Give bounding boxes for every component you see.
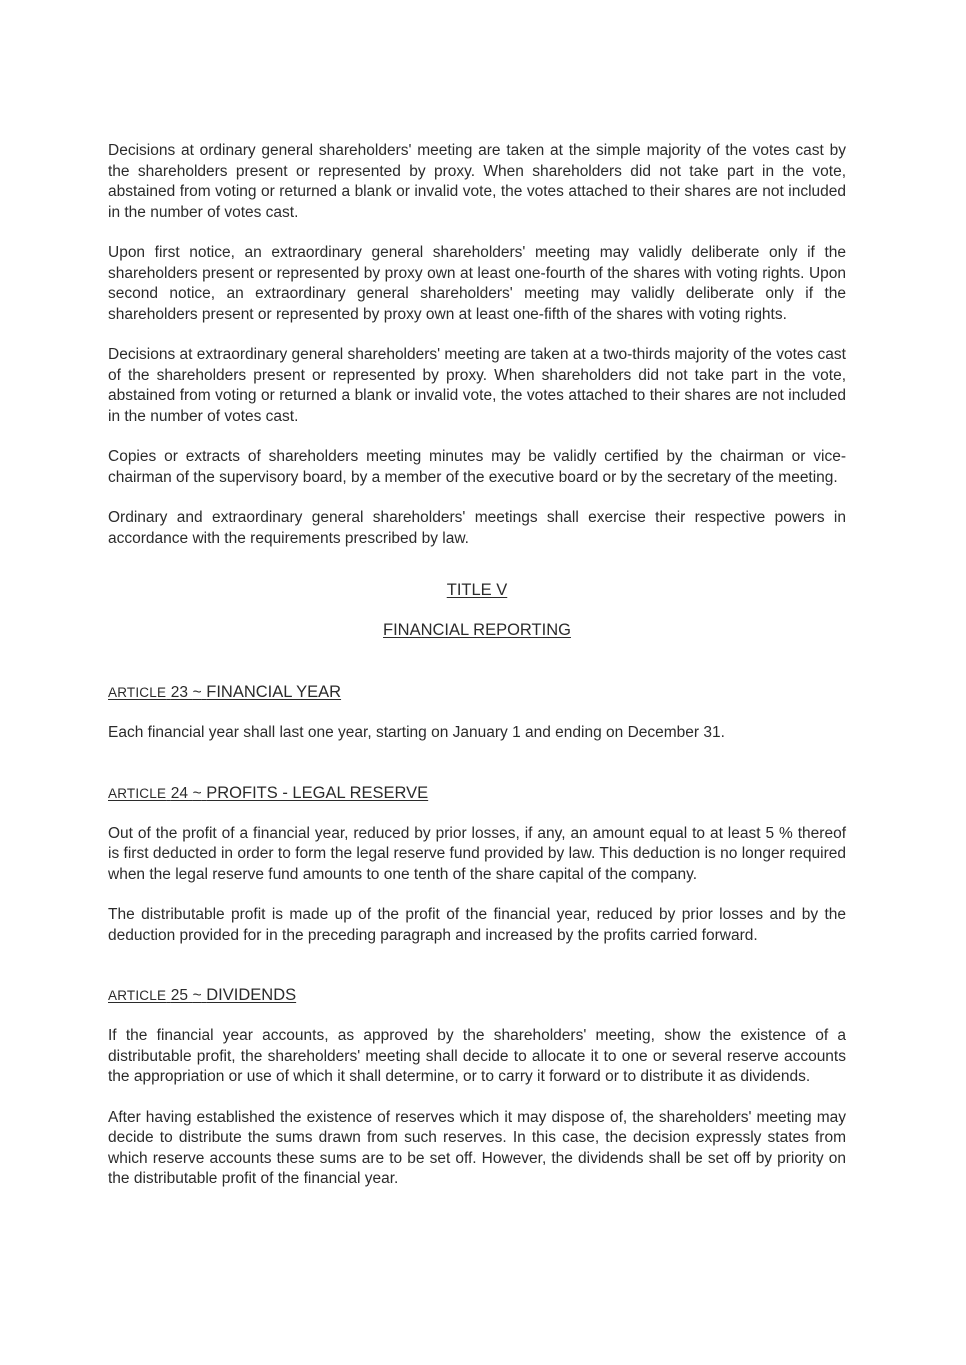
article-number: 23 bbox=[170, 684, 189, 701]
article-24-heading bbox=[108, 782, 846, 805]
paragraph-minutes-certification: Copies or extracts of shareholders meeting minutes may be validly certified by the chairman or vice-chairman of the supervisory board, by a member of the executive board or by the secretary of the meeting. bbox=[108, 448, 846, 486]
article-25-paragraph-reserves: After having established the existence of reserves which it may dispose of, the shareholders' meeting may decide to distribute the sums drawn from such reserves. In this case, the decision expressly states from which reserve accounts these sums are to be set off. However, the dividends shall be set off by priority on the distributable profit of the financial year. bbox=[108, 1108, 846, 1187]
paragraph-ordinary-decisions: Decisions at ordinary general shareholders' meeting are taken at the simple majority of the votes cast by the shareholders present or represented by proxy. When shareholders did not take part in the vote, abstained from voting or returned a blank or invalid vote, the votes attached to their shares are not included in the number of votes cast. bbox=[108, 142, 846, 221]
article-prefix: ARTICLE bbox=[108, 785, 167, 801]
article-24-paragraph-legal-reserve: Out of the profit of a financial year, reduced by prior losses, if any, an amount equal to at least 5 % thereof is first deducted in order to form the legal reserve fund provided by law. This deduction is no longer required when the legal reserve fund amounts to one tenth of the share capital of the company. bbox=[108, 824, 846, 883]
paragraph-meeting-powers: Ordinary and extraordinary general shareholders' meetings shall exercise their respective powers in accordance with the requirements prescribed by law. bbox=[108, 509, 846, 547]
title-block bbox=[108, 579, 846, 641]
article-25-paragraph-allocation: If the financial year accounts, as approved by the shareholders' meeting, show the existence of a distributable profit, the shareholders' meeting shall decide to allocate it to one or several reserve accounts the appropriation or use of which it shall determine, or to carry it forward or to distribute it as dividends. bbox=[108, 1027, 846, 1085]
article-title: PROFITS - LEGAL RESERVE bbox=[206, 783, 429, 802]
article-separator: ~ bbox=[192, 684, 202, 701]
article-title: DIVIDENDS bbox=[206, 986, 297, 1004]
article-separator: ~ bbox=[192, 784, 202, 802]
article-25-heading bbox=[108, 984, 846, 1007]
title-number: TITLE V bbox=[446, 581, 508, 599]
article-title: FINANCIAL YEAR bbox=[206, 683, 342, 701]
article-23-heading bbox=[108, 681, 846, 704]
article-number: 24 bbox=[170, 784, 189, 802]
title-name: FINANCIAL REPORTING bbox=[383, 621, 571, 639]
document-page bbox=[108, 141, 846, 1210]
article-prefix: ARTICLE bbox=[108, 685, 167, 700]
article-prefix: ARTICLE bbox=[108, 988, 167, 1003]
article-number: 25 bbox=[170, 987, 189, 1004]
article-23-paragraph: Each financial year shall last one year, starting on January 1 and ending on December 31. bbox=[108, 724, 725, 741]
article-separator: ~ bbox=[192, 987, 202, 1004]
paragraph-extraordinary-quorum: Upon first notice, an extraordinary general shareholders' meeting may validly deliberate only if the shareholders present or represented by proxy own at least one-fourth of the shares with voting rights. Upon second notice, an extraordinary general shareholders' meeting may validly deliberate only if the shareholders present or represented by proxy own at least one-fifth of the shares with voting rights. bbox=[108, 244, 846, 323]
paragraph-extraordinary-decisions: Decisions at extraordinary general shareholders' meeting are taken at a two-thirds majority of the votes cast of the shareholders present or represented by proxy. When shareholders did not take part in the vote, abstained from voting or returned a blank or invalid vote, the votes attached to their shares are not included in the number of votes cast. bbox=[108, 346, 846, 425]
article-24-paragraph-distributable-profit: The distributable profit is made up of the profit of the financial year, reduced by prior losses and by the deduction provided for in the preceding paragraph and increased by the profits carried forward. bbox=[108, 906, 846, 944]
